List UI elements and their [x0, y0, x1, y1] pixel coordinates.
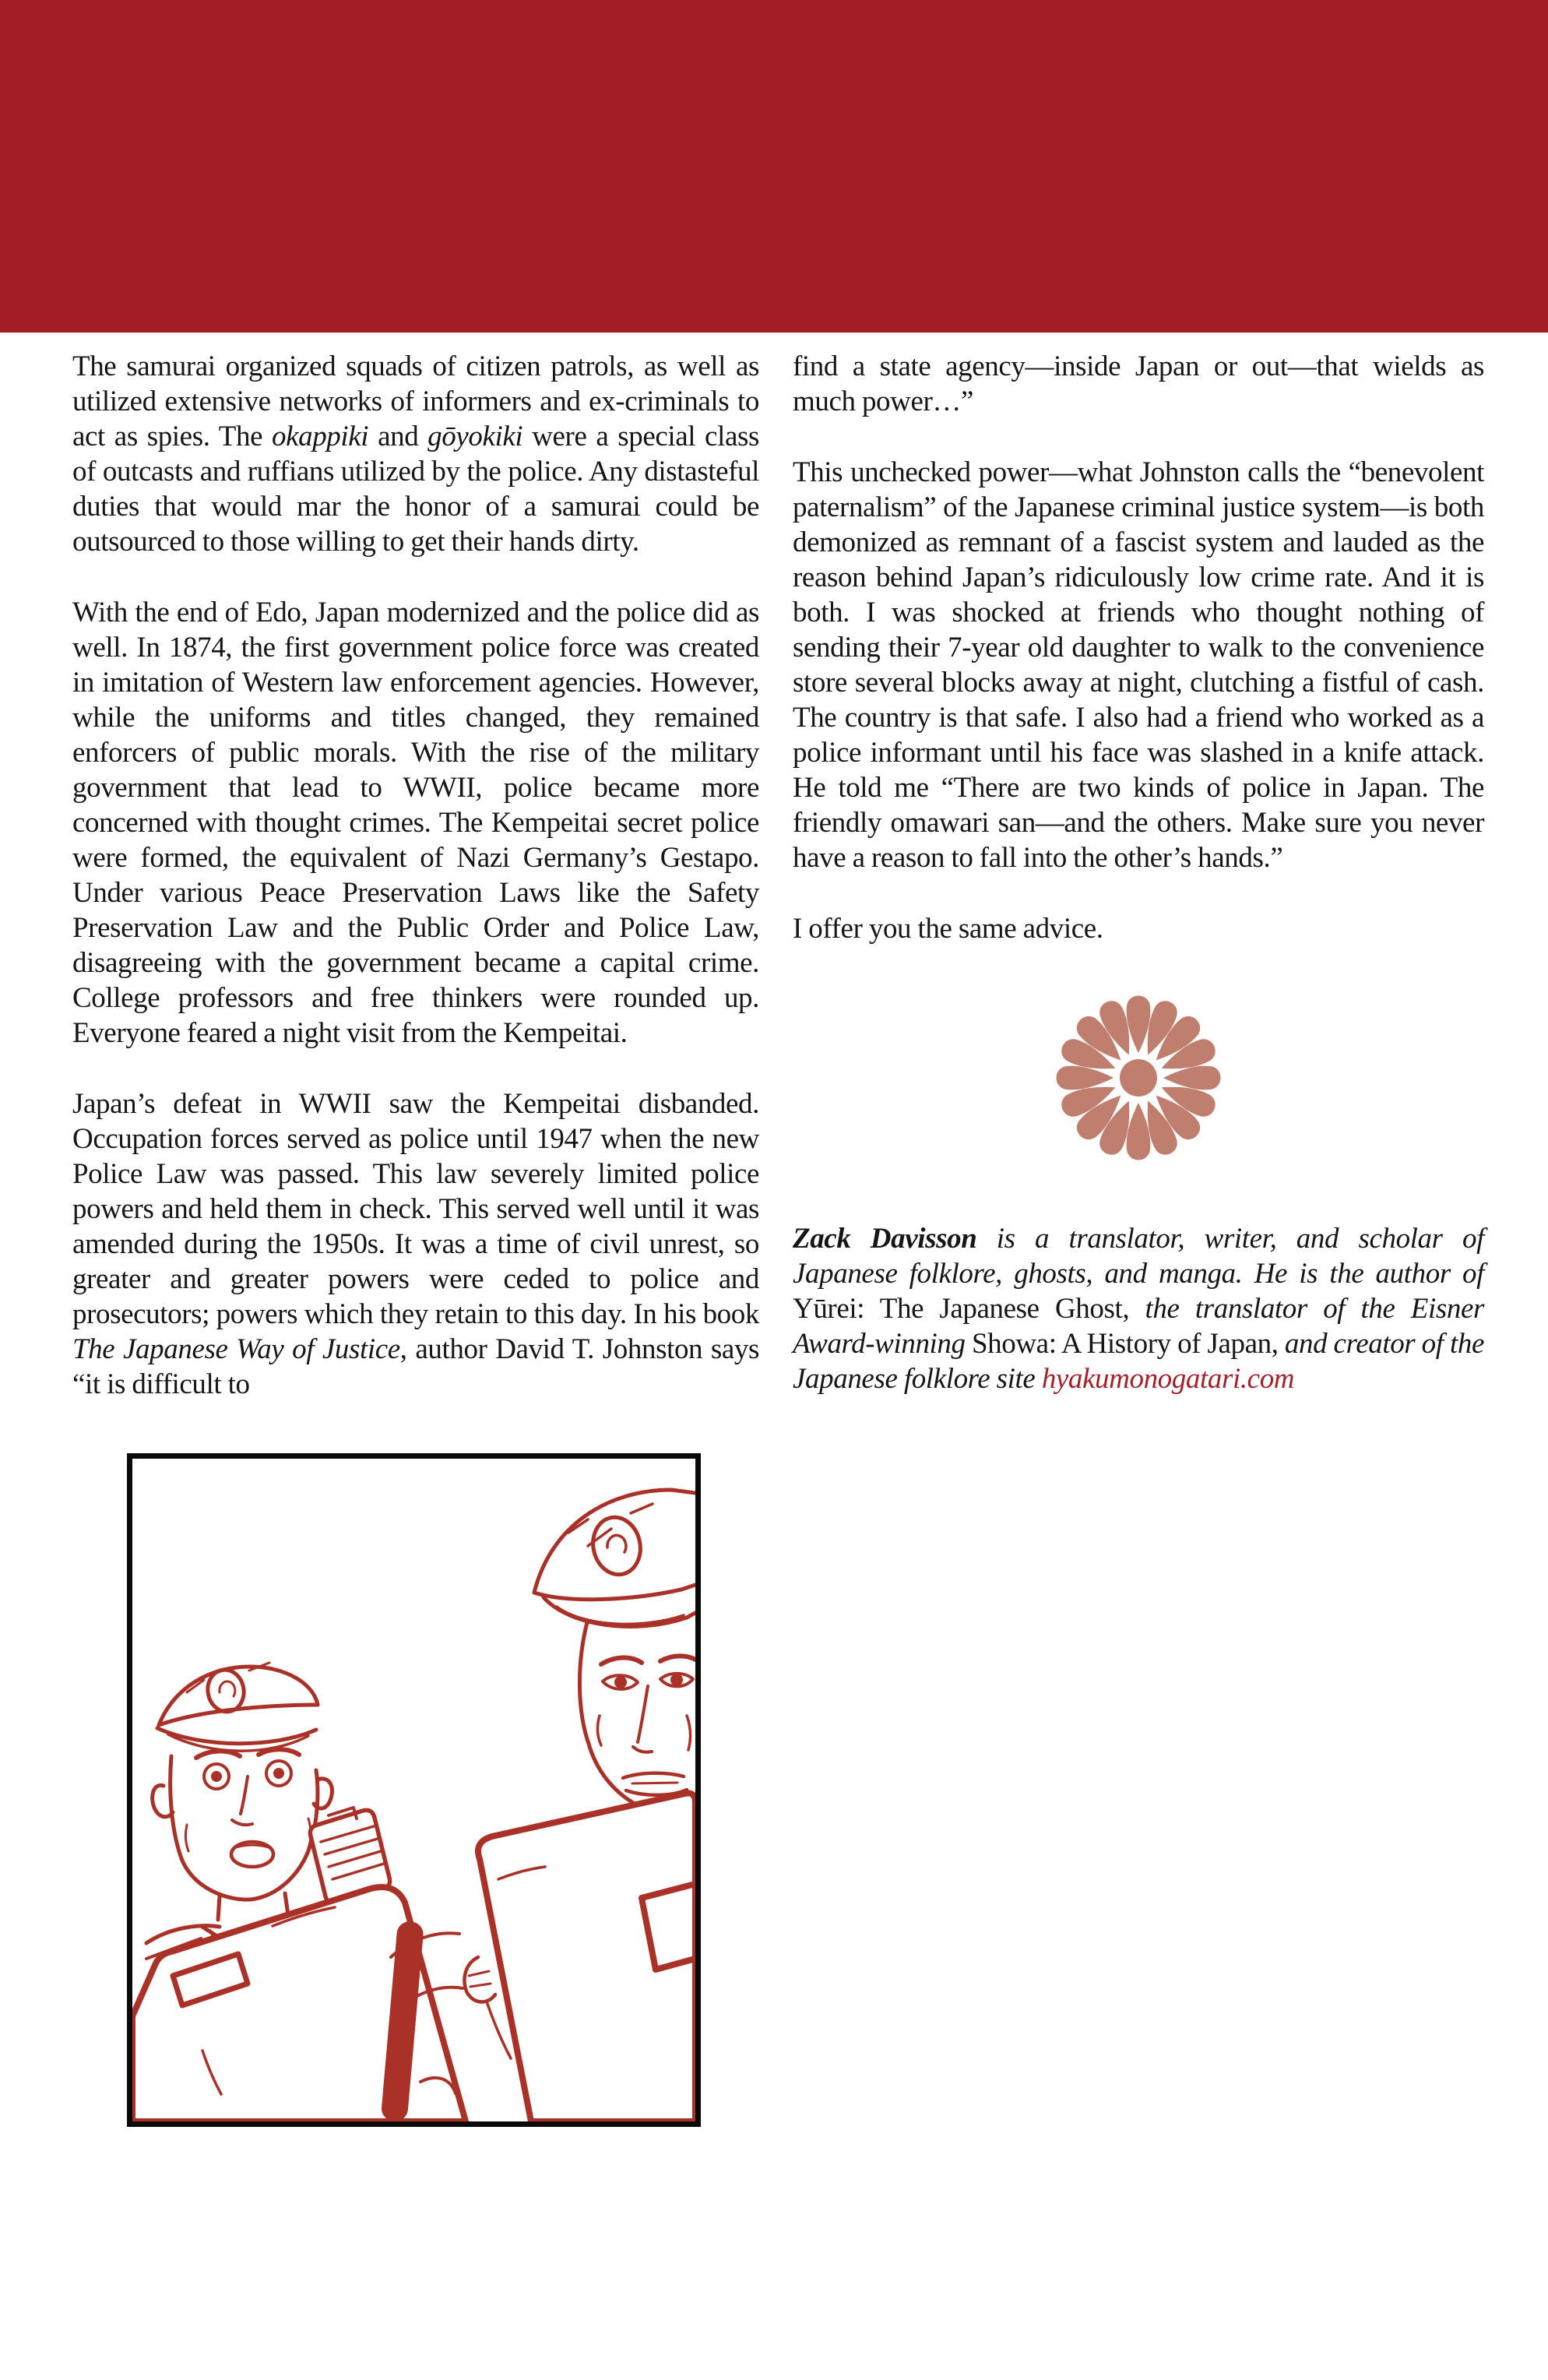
police-illustration-panel: [127, 1453, 701, 2127]
author-name: Zack Davisson: [793, 1223, 977, 1255]
cap-badge-icon: [588, 1513, 646, 1579]
left-column: [72, 349, 759, 2127]
riot-shield-right: [464, 1794, 695, 2122]
paragraph-advice: I offer you the same advice.: [793, 913, 1103, 945]
paragraph-samurai-patrols: The samurai organized squads of citizen patrols, as well as utilized extensive networks of informers and ex-criminals to act as spies. The okappiki and gōyokiki were a special class of outcasts and ruffians utilized by the police. Any distasteful duties that would mar the honor of a samurai could be outsourced to those willing to get their hands dirty.: [72, 350, 759, 558]
police-officers-drawing: [132, 1459, 695, 2121]
paragraph-postwar-police: Japan’s defeat in WWII saw the Kempeitai disbanded. Occupation forces served as police until 1947 when the new Police Law was passed. This law severely limited police powers and held them in check. This served well until it was amended during the 1950s. It was a time of civil unrest, so greater and greater powers were ceded to police and prosecutors; powers which they retain to this day. In his book The Japanese Way of Justice, author David T. Johnston says “it is difficult to: [72, 1088, 760, 1400]
paragraph-quote-end: find a state agency—inside Japan or out—that wields as much power…”: [793, 350, 1484, 417]
paragraph-meiji-police: With the end of Edo, Japan modernized and the police did as well. In 1874, the first government police force was created in imitation of Western law enforcement agencies. However, while the uniforms and titles changed, they remained enforcers of public morals. With the rise of the military government that lead to WWII, police became more concerned with thought crimes. The Kempeitai secret police were formed, the equivalent of Nazi Germany’s Gestapo. Under various Peace Preservation Laws like the Safety Preservation Law and the Public Order and Police Law, disagreeing with the government became a capital crime. College professors and free thinkers were rounded up. Everyone feared a night visit from the Kempeitai.: [72, 597, 759, 1049]
bio-site-link[interactable]: hyakumonogatari.com: [1041, 1363, 1295, 1395]
seal-center: [1120, 1059, 1157, 1097]
header-band: [0, 0, 1548, 333]
chrysanthemum-petals: [1057, 996, 1221, 1160]
paragraph-unchecked-power: This unchecked power—what Johnston calls the “benevolent paternalism” of the Japanese criminal justice system—is both demonized as remnant of a fascist system and lauded as the reason behind Japan’s ridiculously low crime rate. And it is both. I was shocked at friends who thought nothing of sending their 7-year old daughter to walk to the convenience store several blocks away at night, clutching a fistful of cash. The country is that safe. I also had a friend who worked as a police informant until his face was slashed in a knife attack. He told me “There are two kinds of police in Japan. The friendly omawari san—and the others. Make sure you never have a reason to fall into the other’s hands.”: [793, 456, 1484, 874]
author-bio: Zack Davisson is a translator, writer, and scholar of Japanese folklore, ghosts, and manga. He is the author of Yūrei: The Japanese Ghost, the translator of the Eisner Award-winning Showa: A History of Japan, and creator of the Japanese folklore site hyakumonogatari.com: [793, 1223, 1484, 1395]
right-column: [793, 349, 1484, 1396]
chrysanthemum-seal-icon: [793, 988, 1484, 1171]
